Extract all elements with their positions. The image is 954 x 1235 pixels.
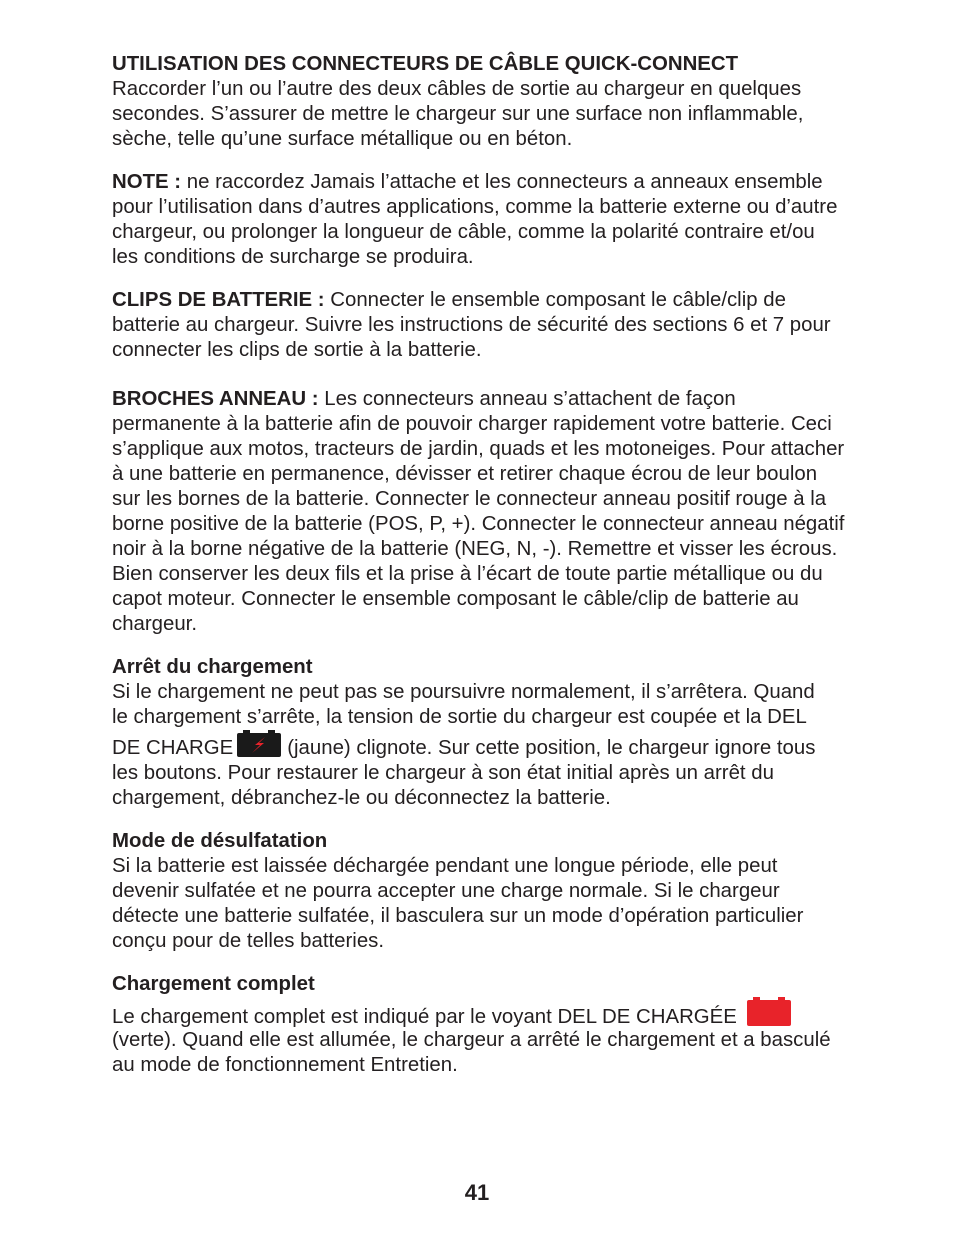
text-line: conçu pour de telles batteries. [112,930,385,952]
manual-page [112,52,902,1078]
section-title-complet [112,972,902,997]
paragraph-broches [112,387,902,637]
paragraph-desulfatation [112,854,902,954]
text-line: détecte une batterie sulfatée, il basculera sur un mode d’opération particulier [112,905,804,927]
text-line: Si la batterie est laissée déchargée pendant une longue période, elle peut [112,855,778,877]
text-line [112,288,902,313]
text-line: connecter les clips de sortie à la batterie. [112,339,482,361]
broches-label: BROCHES ANNEAU : [112,388,319,410]
text-line: batterie au chargeur. Suivre les instructions de sécurité des sections 6 et 7 pour [112,314,831,336]
text-line: capot moteur. Connecter le ensemble composant le câble/clip de batterie au [112,588,799,610]
text-line: sur les bornes de la batterie. Connecter le connecteur anneau positif rouge à la [112,488,827,510]
text-span: ne raccordez Jamais l’attache et les connecteurs a anneaux ensemble [181,171,823,193]
desulfatation-title-text: Mode de désulfatation [112,830,328,852]
text-line: chargeur. [112,613,198,635]
text-span: DE CHARGE [112,737,234,759]
text-line: borne positive de la batterie (POS, P, +). Connecter le connecteur anneau négatif [112,513,845,535]
text-line: Si le chargement ne peut pas se poursuivre normalement, il s’arrêtera. Quand [112,681,815,703]
note-label: NOTE : [112,171,182,193]
text-line: Raccorder l’un ou l’autre des deux câbles de sortie au chargeur en quelques [112,78,802,100]
quick-connect-title-text: UTILISATION DES CONNECTEURS DE CÂBLE QUICK-CONNECT [112,53,739,75]
arret-title-text: Arrêt du chargement [112,656,313,678]
page-number: 41 [464,1180,490,1205]
text-span: Les connecteurs anneau s’attachent de façon [318,388,736,410]
battery-fault-icon [237,730,281,757]
text-line: les conditions de surcharge se produira. [112,246,474,268]
paragraph-arret [112,680,902,811]
battery-full-icon [747,997,791,1026]
text-line-with-icon [112,997,902,1028]
text-line-with-icon [112,730,902,761]
text-span: Connecter le ensemble composant le câble/clip de [324,289,786,311]
text-line: chargeur, ou prolonger la longueur de câble, comme la polarité contraire et/ou [112,221,815,243]
text-line: à une batterie en permanence, dévisser et retirer chaque écrou de leur boulon [112,463,818,485]
text-line [112,170,902,195]
text-span: (jaune) clignote. Sur cette position, le chargeur ignore tous [287,737,816,759]
text-line: devenir sulfatée et ne pourra accepter une charge normale. Si le chargeur [112,880,780,902]
text-line: au mode de fonctionnement Entretien. [112,1054,458,1076]
text-line: les boutons. Pour restaurer le chargeur à son état initial après un arrêt du [112,762,774,784]
paragraph-clips [112,288,902,363]
text-span: Le chargement complet est indiqué par le voyant DEL DE CHARGÉE [112,1006,737,1028]
text-line: pour l’utilisation dans d’autres applications, comme la batterie externe ou d’autre [112,196,838,218]
text-line: sèche, telle qu’une surface métallique ou en béton. [112,128,573,150]
text-line: (verte). Quand elle est allumée, le chargeur a arrêté le chargement et a basculé [112,1029,831,1051]
text-line: permanente à la batterie afin de pouvoir charger rapidement votre batterie. Ceci [112,413,832,435]
text-line [112,387,902,412]
paragraph-note [112,170,902,270]
text-line: noir à la borne négative de la batterie (NEG, N, -). Remettre et visser les écrous. [112,538,838,560]
text-line: Bien conserver les deux fils et la prise à l’écart de toute partie métallique ou du [112,563,823,585]
section-title-quick-connect [112,52,902,77]
complet-title-text: Chargement complet [112,973,315,995]
text-line: secondes. S’assurer de mettre le chargeur sur une surface non inflammable, [112,103,804,125]
text-line: le chargement s’arrête, la tension de sortie du chargeur est coupée et la DEL [112,706,807,728]
text-line: chargement, débranchez-le ou déconnectez la batterie. [112,787,611,809]
paragraph-complet [112,997,902,1078]
clips-label: CLIPS DE BATTERIE : [112,289,325,311]
paragraph-quick-connect [112,77,902,152]
section-title-arret [112,655,902,680]
text-line: s’applique aux motos, tracteurs de jardin, quads et les motoneiges. Pour attacher [112,438,845,460]
section-title-desulfatation [112,829,902,854]
